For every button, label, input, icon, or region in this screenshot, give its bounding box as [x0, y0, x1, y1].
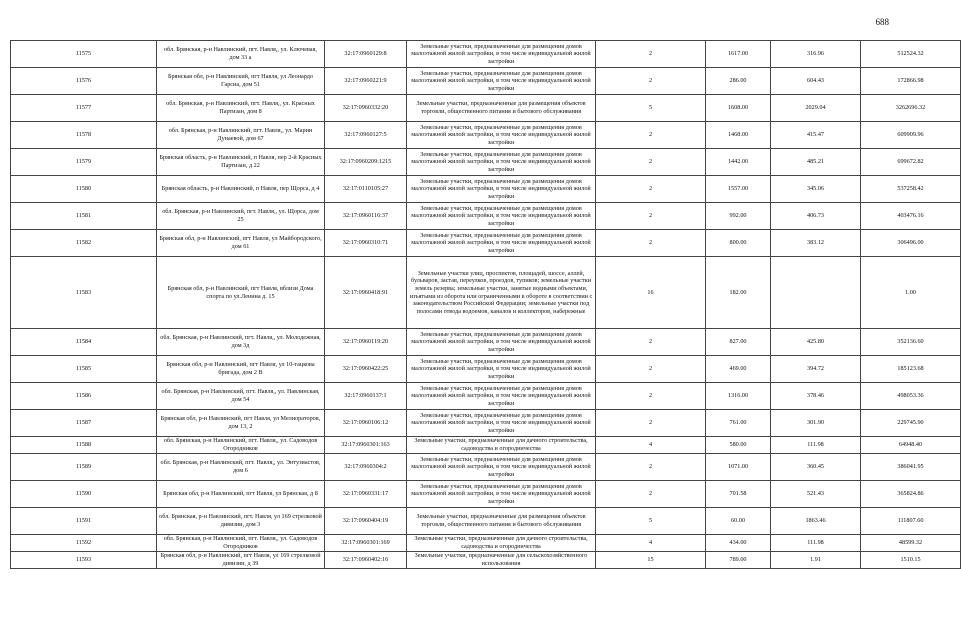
- row-cadastral-number: 32:17:0960119:20: [325, 329, 407, 356]
- table-row: [11, 552, 961, 569]
- row-land-use: Земельные участки, предназначенные для дачного строительства, садоводства и огородничества: [407, 437, 596, 454]
- row-group: 2: [596, 41, 706, 68]
- row-cadastral-value: 64948.40: [861, 437, 961, 454]
- row-unit-value: 111.98: [771, 535, 861, 552]
- row-number: 11591: [11, 508, 157, 535]
- row-area: 1071.00: [706, 454, 771, 481]
- row-cadastral-number: 32:17:0960404:19: [325, 508, 407, 535]
- row-cadastral-value: 498053.36: [861, 383, 961, 410]
- row-number: 11581: [11, 203, 157, 230]
- row-address: обл. Брянская, р-н Навлинский, пгт. Навля,, ул. Щорса, дом 25: [157, 203, 325, 230]
- row-unit-value: 383.12: [771, 230, 861, 257]
- row-group: 15: [596, 552, 706, 569]
- row-unit-value: 378.46: [771, 383, 861, 410]
- row-land-use: Земельные участки, предназначенные для размещения домов малоэтажной жилой застройки, в том числе индивидуальной жилой застройки: [407, 410, 596, 437]
- row-cadastral-number: 32:17:0960422:25: [325, 356, 407, 383]
- row-land-use: Земельные участки, предназначенные для размещения домов малоэтажной жилой застройки, в том числе индивидуальной жилой застройки: [407, 122, 596, 149]
- row-cadastral-value: 3262696.32: [861, 95, 961, 122]
- row-number: 11585: [11, 356, 157, 383]
- row-address: Брянская обл, р-н Навлинский, пгт Навля, ул 169 стрелковой дивизии, д 39: [157, 552, 325, 569]
- row-cadastral-number: 32:17:0960402:16: [325, 552, 407, 569]
- row-cadastral-value: 1.00: [861, 257, 961, 329]
- row-unit-value: 345.06: [771, 176, 861, 203]
- row-cadastral-value: 386041.95: [861, 454, 961, 481]
- page-number: 688: [875, 17, 889, 27]
- table-row: [11, 230, 961, 257]
- row-number: 11576: [11, 68, 157, 95]
- row-land-use: Земельные участки, предназначенные для размещения домов малоэтажной жилой застройки, в том числе индивидуальной жилой застройки: [407, 176, 596, 203]
- row-cadastral-number: 32:17:0960301:163: [325, 437, 407, 454]
- row-number: 11575: [11, 41, 157, 68]
- row-land-use: Земельные участки, предназначенные для размещения домов малоэтажной жилой застройки, в том числе индивидуальной жилой застройки: [407, 149, 596, 176]
- row-group: 2: [596, 383, 706, 410]
- row-cadastral-value: 111807.60: [861, 508, 961, 535]
- row-cadastral-value: 512524.32: [861, 41, 961, 68]
- row-cadastral-number: 32:17:0960331:17: [325, 481, 407, 508]
- row-cadastral-number: 32:17:0960221:9: [325, 68, 407, 95]
- row-address: Брянская обл, р-н Навлинский, пгт Навля, ул Майбородского, дом 61: [157, 230, 325, 257]
- row-area: 1468.00: [706, 122, 771, 149]
- row-land-use: Земельные участки, предназначенные для размещения объектов торговли, общественного питания и бытового обслуживания: [407, 95, 596, 122]
- row-area: 701.58: [706, 481, 771, 508]
- row-group: 2: [596, 230, 706, 257]
- row-cadastral-value: 365824.86: [861, 481, 961, 508]
- row-unit-value: [771, 257, 861, 329]
- row-area: 827.00: [706, 329, 771, 356]
- row-number: 11583: [11, 257, 157, 329]
- row-area: 1316.00: [706, 383, 771, 410]
- row-number: 11579: [11, 149, 157, 176]
- table-row: [11, 410, 961, 437]
- row-address: обл. Брянская, р-н Навлинский, пгт. Навля,, ул. Садоводов Огородников: [157, 535, 325, 552]
- row-unit-value: 1863.46: [771, 508, 861, 535]
- row-area: 761.00: [706, 410, 771, 437]
- row-address: Брянская обл, р-н Навлинский, пгт Навля, ул 10-тацкова бригада, дом 2 В: [157, 356, 325, 383]
- table-body: [11, 41, 961, 569]
- row-cadastral-number: 32:17:0960106:12: [325, 410, 407, 437]
- row-area: 580.00: [706, 437, 771, 454]
- table-row: [11, 68, 961, 95]
- row-group: 4: [596, 437, 706, 454]
- table-row: [11, 122, 961, 149]
- row-cadastral-number: 32:17:0960116:37: [325, 203, 407, 230]
- row-cadastral-number: 32:17:0960310:71: [325, 230, 407, 257]
- row-address: обл. Брянская, р-н Навлинский, пгт. Навля,, ул. Ключевая, дом 33 а: [157, 41, 325, 68]
- row-land-use: Земельные участки, предназначенные для размещения домов малоэтажной жилой застройки, в том числе индивидуальной жилой застройки: [407, 356, 596, 383]
- table-row: [11, 535, 961, 552]
- row-number: 11588: [11, 437, 157, 454]
- row-address: Брянская обл, р-н Навлинский, пгт Навля, ул Мелиораторов, дом 13, 2: [157, 410, 325, 437]
- row-land-use: Земельные участки, предназначенные для размещения домов малоэтажной жилой застройки, в том числе индивидуальной жилой застройки: [407, 481, 596, 508]
- row-area: 1442.00: [706, 149, 771, 176]
- row-land-use: Земельные участки, предназначенные для размещения домов малоэтажной жилой застройки, в том числе индивидуальной жилой застройки: [407, 203, 596, 230]
- row-cadastral-value: 172866.98: [861, 68, 961, 95]
- table-row: [11, 383, 961, 410]
- row-cadastral-value: 403476.16: [861, 203, 961, 230]
- row-land-use: Земельные участки, предназначенные для размещения домов малоэтажной жилой застройки, в том числе индивидуальной жилой застройки: [407, 41, 596, 68]
- row-unit-value: 406.73: [771, 203, 861, 230]
- table-row: [11, 41, 961, 68]
- row-unit-value: 111.98: [771, 437, 861, 454]
- row-number: 11580: [11, 176, 157, 203]
- row-land-use: Земельные участки, предназначенные для размещения домов малоэтажной жилой застройки, в том числе индивидуальной жилой застройки: [407, 230, 596, 257]
- row-number: 11577: [11, 95, 157, 122]
- row-group: 2: [596, 68, 706, 95]
- table-row: [11, 454, 961, 481]
- row-address: обл. Брянская, р-н Навлинский, пгт. Навля,, ул. Молодежная, дом 3д: [157, 329, 325, 356]
- row-unit-value: 360.45: [771, 454, 861, 481]
- row-land-use: Земельные участки, предназначенные для дачного строительства, садоводства и огородничества: [407, 535, 596, 552]
- row-unit-value: 604.43: [771, 68, 861, 95]
- row-address: Брянская область, р-н Навлинский, п Навля, пер Щорса, д 4: [157, 176, 325, 203]
- row-area: 182.00: [706, 257, 771, 329]
- row-cadastral-value: 48599.32: [861, 535, 961, 552]
- row-land-use: Земельные участки, предназначенные для размещения домов малоэтажной жилой застройки, в том числе индивидуальной жилой застройки: [407, 68, 596, 95]
- row-address: Брянская обл, р-н Навлинский, пгт Навля, вблизи Дома спорта по ул.Ленина д. 15: [157, 257, 325, 329]
- row-cadastral-value: 352136.60: [861, 329, 961, 356]
- row-cadastral-number: 32:17:0960418:91: [325, 257, 407, 329]
- row-area: 1608.00: [706, 95, 771, 122]
- row-cadastral-number: 32:17:0960137:1: [325, 383, 407, 410]
- row-number: 11589: [11, 454, 157, 481]
- row-group: 2: [596, 203, 706, 230]
- row-land-use: Земельные участки, предназначенные для размещения домов малоэтажной жилой застройки, в том числе индивидуальной жилой застройки: [407, 454, 596, 481]
- row-area: 469.00: [706, 356, 771, 383]
- row-number: 11582: [11, 230, 157, 257]
- row-cadastral-number: 32:17:0960304:2: [325, 454, 407, 481]
- row-address: Брянская обл, р-н Навлинский, пгт Навля, ул Леонардо Гарсиа, дом 51: [157, 68, 325, 95]
- row-number: 11592: [11, 535, 157, 552]
- table-row: [11, 437, 961, 454]
- row-group: 5: [596, 95, 706, 122]
- row-group: 2: [596, 454, 706, 481]
- row-group: 2: [596, 329, 706, 356]
- table-row: [11, 508, 961, 535]
- row-number: 11590: [11, 481, 157, 508]
- row-unit-value: 415.47: [771, 122, 861, 149]
- table-row: [11, 481, 961, 508]
- row-unit-value: 316.96: [771, 41, 861, 68]
- row-number: 11586: [11, 383, 157, 410]
- row-group: 2: [596, 122, 706, 149]
- row-land-use: Земельные участки, предназначенные для размещения объектов торговли, общественного питания и бытового обслуживания: [407, 508, 596, 535]
- row-area: 789.00: [706, 552, 771, 569]
- row-area: 434.00: [706, 535, 771, 552]
- row-group: 2: [596, 410, 706, 437]
- row-cadastral-value: 699672.82: [861, 149, 961, 176]
- row-area: 1557.00: [706, 176, 771, 203]
- row-address: обл. Брянская, р-н Навлинский, пгт. Навля,, ул. Красных Партизан, дом 8: [157, 95, 325, 122]
- row-number: 11593: [11, 552, 157, 569]
- row-group: 2: [596, 176, 706, 203]
- row-group: 2: [596, 149, 706, 176]
- row-cadastral-number: 32:17:0960127:5: [325, 122, 407, 149]
- row-land-use: Земельные участки, предназначенные для размещения домов малоэтажной жилой застройки, в том числе индивидуальной жилой застройки: [407, 383, 596, 410]
- cadastral-value-table: [10, 40, 961, 569]
- row-group: 16: [596, 257, 706, 329]
- row-address: обл. Брянская, р-н Навлинский, пгт. Навля,, ул. Марии Дунаевой, дом 67: [157, 122, 325, 149]
- table-row: [11, 95, 961, 122]
- row-address: Брянская обл, р-н Навлинский, пгт Навля, ул Брянская, д 8: [157, 481, 325, 508]
- table-row: [11, 329, 961, 356]
- row-area: 992.00: [706, 203, 771, 230]
- row-unit-value: 301.90: [771, 410, 861, 437]
- row-area: 800.00: [706, 230, 771, 257]
- row-address: Брянская область, р-н Навлинский, п Навля, пер 2-й Красных Партизан, д 22: [157, 149, 325, 176]
- row-cadastral-value: 1510.15: [861, 552, 961, 569]
- row-unit-value: 425.80: [771, 329, 861, 356]
- row-number: 11584: [11, 329, 157, 356]
- row-cadastral-number: 32:17:0960209:1215: [325, 149, 407, 176]
- table-row: [11, 257, 961, 329]
- row-area: 286.00: [706, 68, 771, 95]
- row-address: обл. Брянская, р-н Навлинский, пгт. Навля,, ул. Энтузиастов, дом 6: [157, 454, 325, 481]
- row-cadastral-value: 229745.90: [861, 410, 961, 437]
- row-group: 2: [596, 356, 706, 383]
- row-cadastral-number: 32:17:0110105:27: [325, 176, 407, 203]
- table-row: [11, 149, 961, 176]
- row-group: 4: [596, 535, 706, 552]
- row-cadastral-value: 537258.42: [861, 176, 961, 203]
- row-cadastral-value: 306496.00: [861, 230, 961, 257]
- row-land-use: Земельные участки улиц, проспектов, площадей, шоссе, аллей, бульваров, застав, переулков, проездов, тупиков; земельные участки земель резерва; земельные участки, занятые водными объектами, изъятыми из оборота или ограниченными в обороте в соответствии с законодательством Российской Федерации; земельные участки под полосами отвода водоемов, каналов и коллекторов, набережные: [407, 257, 596, 329]
- row-unit-value: 2029.04: [771, 95, 861, 122]
- row-unit-value: 1.91: [771, 552, 861, 569]
- row-cadastral-number: 32:17:0960301:169: [325, 535, 407, 552]
- row-cadastral-number: 32:17:0960129:8: [325, 41, 407, 68]
- table-row: [11, 176, 961, 203]
- table-row: [11, 356, 961, 383]
- row-unit-value: 485.21: [771, 149, 861, 176]
- row-land-use: Земельные участки, предназначенные для сельскохозяйственного использования: [407, 552, 596, 569]
- row-number: 11587: [11, 410, 157, 437]
- row-number: 11578: [11, 122, 157, 149]
- row-address: обл. Брянская, р-н Навлинский, пгт. Навля,, ул. Садоводов Огородников: [157, 437, 325, 454]
- row-address: обл. Брянская, р-н Навлинский, пгт. Навля, ул 169 стрелковой дивизии, дом 3: [157, 508, 325, 535]
- table-row: [11, 203, 961, 230]
- row-cadastral-number: 32:17:0960332:20: [325, 95, 407, 122]
- row-group: 5: [596, 508, 706, 535]
- row-address: обл. Брянская, р-н Навлинский, пгт. Навля,, ул. Навлинская, дом 54: [157, 383, 325, 410]
- row-land-use: Земельные участки, предназначенные для размещения домов малоэтажной жилой застройки, в том числе индивидуальной жилой застройки: [407, 329, 596, 356]
- row-area: 1617.00: [706, 41, 771, 68]
- row-group: 2: [596, 481, 706, 508]
- row-cadastral-value: 609909.96: [861, 122, 961, 149]
- row-unit-value: 521.43: [771, 481, 861, 508]
- row-unit-value: 394.72: [771, 356, 861, 383]
- row-area: 60.00: [706, 508, 771, 535]
- row-cadastral-value: 185123.68: [861, 356, 961, 383]
